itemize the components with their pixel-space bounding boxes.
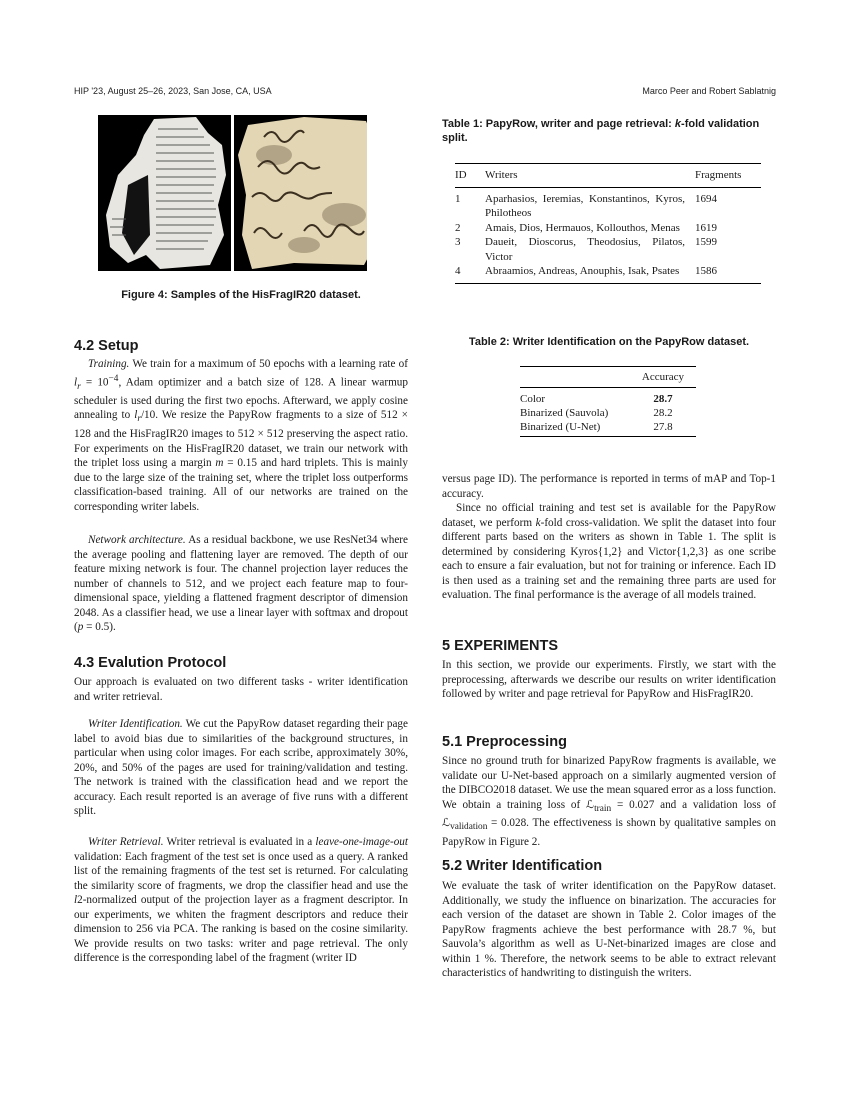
table1-cell-writers: Aparhasios, Ieremias, Konstantinos, Kyros, Philotheos xyxy=(485,192,685,219)
wr-text-3: 2-normalized output of the projection layer as a fragment descriptor. In our experiments, we whiten the fragment descriptors and reduce their dimension to 256 via PCA. The ranking is based on the cosine similarity. We provide results on two tasks: writer and page retrieval. The only difference is the corresponding label of the fragment (writer ID xyxy=(74,894,408,964)
netarch-run-in-head: Network architecture. xyxy=(88,534,186,546)
table-row xyxy=(455,221,761,236)
table-row xyxy=(455,235,761,264)
protocol-intro-text: Our approach is evaluated on two different tasks - writer identification and writer retrieval. xyxy=(74,676,408,703)
table2-cell-value: 28.2 xyxy=(653,407,673,419)
table1-cell-fragments: 1694 xyxy=(695,192,717,205)
writer-id-results-text: We evaluate the task of writer identification on the PapyRow dataset. Additionally, we study the influence on binarization. The accuracies for each version of the dataset are shown in Table 2. Color images of the PapyRow fragments achieve the best performance with 28.7 %, but Sauvola’s algorithm as well as U-Net-binarized images are close and within 1 %. Therefore, the network seems to be able to extract relevant characteristics of handwriting to distinguish the writers. xyxy=(442,880,776,979)
table1-header-id: ID xyxy=(455,164,485,188)
table1-caption-a: Table 1: PapyRow, writer and page retrieval: xyxy=(442,118,675,130)
prep-text-1: Since no ground truth for binarized PapyRow fragments is available, we validate our U-Net-based approach on a similarly augmented version of the DIBCO2018 dataset. We use the mean squared error as a loss function. We obtain a training loss of xyxy=(442,755,776,811)
preprocessing-paragraph xyxy=(442,754,776,849)
running-header-right: Marco Peer and Robert Sablatnig xyxy=(642,86,776,96)
kfold-k: k xyxy=(535,516,541,529)
wr-loo: leave-one-image-out xyxy=(315,836,408,848)
writer-id-results-paragraph xyxy=(442,879,776,981)
fragment-handwritten-illustration xyxy=(234,115,367,271)
table-row xyxy=(520,388,696,407)
table1-cell-id: 4 xyxy=(455,264,485,283)
table1-cell-writers: Amais, Dios, Hermauos, Kollouthos, Menas xyxy=(485,221,680,234)
margin-symbol: m xyxy=(215,457,224,470)
table2-cell-label: Binarized (Sauvola) xyxy=(520,407,609,419)
table2-header-accuracy: Accuracy xyxy=(630,367,696,388)
training-text-3: /10. We resize the PapyRow fragments to a size of 512 × 128 and the HisFragIR20 images to 512 × 512 preserving the aspect ratio. For experiments on the HisFragIR20 dataset, we train our network with the triplet loss using a margin xyxy=(74,409,408,470)
table1-cell-id: 3 xyxy=(455,236,461,248)
training-text-2: , Adam optimizer and a batch size of 128. A linear warmup scheduler is used during the first two epochs. Afterward, we apply cosine annealing to xyxy=(74,376,408,422)
experiments-text: In this section, we provide our experiments. Firstly, we start with the preprocessing, afterwards we describe our results on writer identification followed by writer and page retrieval for PapyRow and HisFragIR20. xyxy=(442,659,776,700)
table1-header-fragments: Fragments xyxy=(685,164,761,188)
table1-caption-b: -fold validation split. xyxy=(442,118,760,144)
lr-equals: = 10 xyxy=(80,376,109,389)
table-row xyxy=(455,187,761,221)
loss-sub-train: train xyxy=(594,803,612,814)
wr-text-1: Writer retrieval is evaluated in a xyxy=(166,836,316,848)
table1-cell-writers: Daueit, Dioscorus, Theodosius, Pilatos, Victor xyxy=(485,236,685,263)
kfold-paragraph xyxy=(442,501,776,603)
writer-identification-paragraph xyxy=(74,717,408,819)
section-5-2-title: 5.2 Writer Identification xyxy=(442,858,603,874)
running-header-left: HIP '23, August 25–26, 2023, San Jose, CA, USA xyxy=(74,86,272,96)
lr-subscript: r xyxy=(77,381,81,392)
prep-text-3: = 0.028. The effectiveness is shown by qualitative samples on PapyRow in Figure 2. xyxy=(442,817,776,848)
figure4-caption: Figure 4: Samples of the HisFragIR20 dataset. xyxy=(121,289,361,301)
training-run-in-head: Training. xyxy=(88,358,130,370)
wr-l2: l xyxy=(74,894,78,906)
setup-netarch-paragraph xyxy=(74,533,408,635)
prep-text-2: = 0.027 and a validation loss of xyxy=(611,798,776,811)
fragment-printed-illustration xyxy=(98,115,231,271)
training-text-4: = 0.15 and hard triplets. This is mainly due to the large size of the training set, where the triplet loss outperforms classification-based training. All of our networks are trained on the corresponding writer labels. xyxy=(74,457,408,513)
table1-caption xyxy=(442,117,776,145)
setup-training-paragraph: Training. We train for a maximum of 50 epochs with a learning rate of $l_r = 10^{-4}$, Adam optimizer and a batch size of 128. A linear warmup scheduler is used during the first two epochs. Afterward, we apply cosine annealing to $l_r/10$. We resize the PapyRow fragments to a size of 512 × 128 and the HisFragIR20 images to 512 × 512 preserving the aspect ratio. For experiments on the HisFragIR20 dataset, we train our network with the triplet loss using a margin m = 0.15 and hard triplets. This is mainly due to the large size of the training set, where the triplet loss outperforms classification-based training. All of our networks are trained on the corresponding writer labels. xyxy=(74,358,408,513)
table2-cell-value: 28.7 xyxy=(653,393,673,405)
figure4-image-printed xyxy=(98,115,231,271)
table2-cell-value: 27.8 xyxy=(630,420,696,437)
wr-text-2: validation: Each fragment of the test set is once used as a query. A ranked list of the remaining fragments of the test set is returned. For calculating the similarity score of fragments, we drop the classifier head and use the xyxy=(74,850,408,892)
table1-cell-writers: Abraamios, Andreas, Anouphis, Isak, Psates xyxy=(485,264,685,283)
wid-run-in-head: Writer Identification. xyxy=(88,718,183,730)
kfold-text-1: Since no official training and test set is available for the PapyRow dataset, we perform xyxy=(442,502,776,529)
table1-cell-id: 1 xyxy=(455,192,461,205)
table1-cell-fragments: 1599 xyxy=(695,236,717,248)
table2-caption: Table 2: Writer Identification on the PapyRow dataset. xyxy=(468,336,750,348)
netarch-text-2: = 0.5). xyxy=(83,621,116,633)
table-row xyxy=(520,420,696,437)
loss-symbol-val: ℒ xyxy=(442,817,451,830)
experiments-paragraph xyxy=(442,658,776,702)
writer-retrieval-paragraph xyxy=(74,835,408,966)
table1-caption-k: k xyxy=(674,118,682,130)
continuation-paragraph xyxy=(442,472,776,501)
wr-run-in-head: Writer Retrieval. xyxy=(88,836,164,848)
lr-exponent: −4 xyxy=(108,373,119,384)
protocol-intro-paragraph xyxy=(74,675,408,704)
table2-cell-label: Color xyxy=(520,393,546,405)
section-5-title: 5 EXPERIMENTS xyxy=(442,638,559,654)
table1-cell-fragments: 1586 xyxy=(685,264,761,283)
section-4-3-title: 4.3 Evalution Protocol xyxy=(74,655,227,671)
table2-cell-label: Binarized (U-Net) xyxy=(520,420,630,437)
table1-cell-id: 2 xyxy=(455,221,461,234)
loss-symbol-train: ℒ xyxy=(586,798,595,811)
section-4-2-title: 4.2 Setup xyxy=(74,338,139,354)
table1-header-writers: Writers xyxy=(485,164,685,188)
continuation-text: versus page ID). The performance is reported in terms of mAP and Top-1 accuracy. xyxy=(442,473,776,500)
netarch-text-1: As a residual backbone, we use ResNet34 where the average pooling and flattening layer are removed. The depth of our feature mixing network is four. The channel projection layer reduces the number of channels to 512, and we project each feature map to four-dimensional space, yielding a flattened fragment descriptor of dimension 2048. As a classifier head, we use a linear layer with softmax and dropout ( xyxy=(74,534,408,633)
table1-cell-fragments: 1619 xyxy=(695,221,717,234)
section-5-1-title: 5.1 Preprocessing xyxy=(442,734,567,750)
table2-writer-identification xyxy=(520,366,696,437)
wid-text: We cut the PapyRow dataset regarding their page label to avoid bias due to similarities of the background structures, in particular when using color images. For each scribe, approximately 30%, 20%, and 50% of the pages are used for training/validation and testing. The network is trained with the classification head and we report the accuracy. Each result reported is an average of five runs with a different split. xyxy=(74,718,408,817)
table1-kfold-split xyxy=(455,163,761,284)
training-text-1: We train for a maximum of 50 epochs with a learning rate of xyxy=(132,358,408,370)
table-row xyxy=(455,264,761,283)
kfold-text-2: -fold cross-validation. We split the dataset into four different parts based on the writers as shown in Table 1. The split is determined by considering Kyros{1,2} and Victor{1,2,3} as one scribe each to ensure a fair evaluation, but not for training or inference. Each ID is then used as a training set and the remaining three parts are used for evaluation. The final performance is the average of all models trained. xyxy=(442,516,776,601)
loss-sub-val: validation xyxy=(450,822,488,833)
figure4-image-handwritten xyxy=(234,115,367,271)
dropout-symbol: p xyxy=(77,621,84,633)
lr-symbol: l xyxy=(74,376,78,389)
table-row xyxy=(520,406,696,420)
